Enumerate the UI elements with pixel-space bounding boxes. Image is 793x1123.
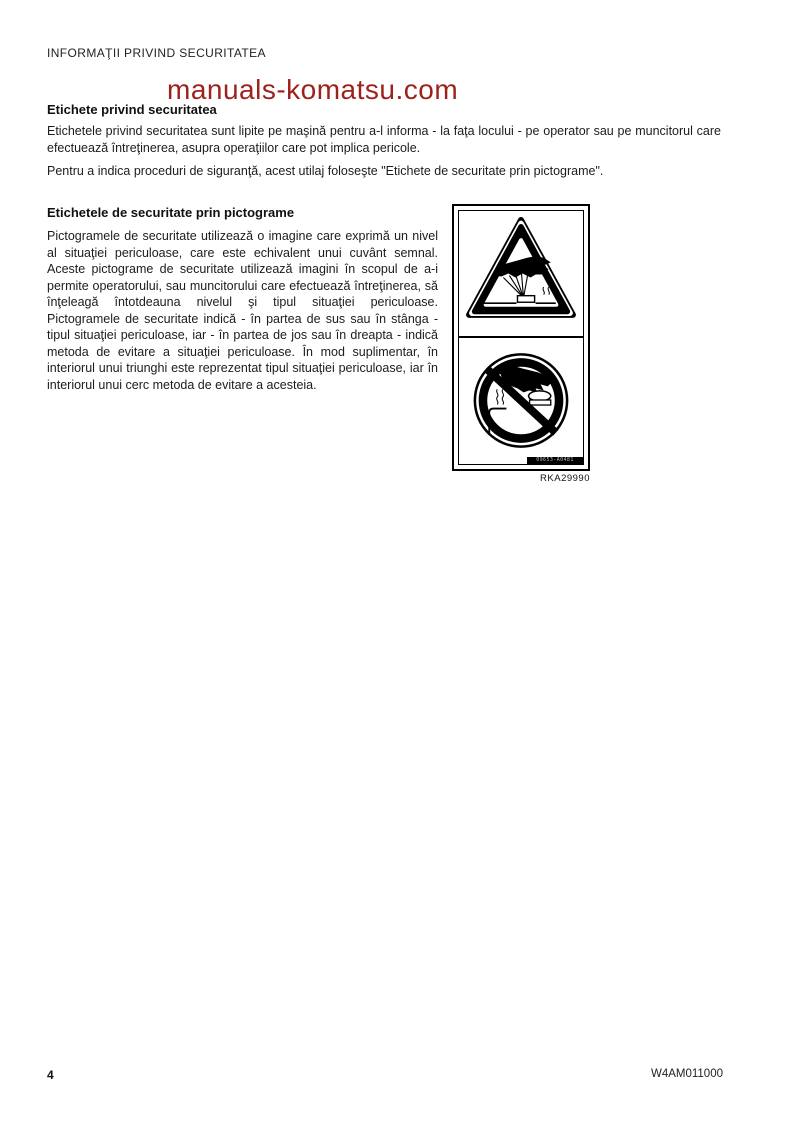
- hazard-panel: [459, 211, 583, 338]
- page-header: INFORMAŢII PRIVIND SECURITATEA: [47, 46, 266, 60]
- pictogram-label-frame: [458, 210, 584, 465]
- page-number: 4: [47, 1068, 54, 1082]
- watermark: manuals-komatsu.com: [167, 74, 459, 105]
- document-code: W4AM011000: [650, 1068, 723, 1080]
- label-part-number: 09653-A0481: [527, 457, 583, 464]
- section1-paragraph-2: Pentru a indica proceduri de siguranţă, acest utilaj foloseşte "Etichete de securitate prin pictograme".: [47, 164, 604, 178]
- warning-triangle-icon: [459, 211, 583, 336]
- section1-paragraph-1: Etichetele privind securitatea sunt lipite pe maşină pentru a-l informa - la faţa locului - pe operator sau pe muncitorul care efectuează întreţinerea, asupra operaţiilor care pot implica pericole.: [47, 124, 721, 155]
- avoidance-panel: [459, 338, 583, 465]
- section2-heading: Etichetele de securitate prin pictograme: [47, 205, 295, 220]
- section2-body: Pictogramele de securitate utilizează o imagine care exprimă un nivel al situaţiei periculoase, care este echivalent unui cuvânt semnal. Aceste pictograme de securitate utilizează imagini în scopul de a-i permite operatorului, sau muncitorului care efectuează întreţinerea, să înţeleagă întotdeauna nivelul şi tipul situaţiei periculoase. Pictogramele de securitate indică - în partea de sus sau în stânga - tipul situaţiei periculoase, iar - în partea de jos sau în dreapta - indică metoda de evitare a situaţiei periculoase. În mod suplimentar, în interiorul unui triunghi este reprezentat tipul situaţiei periculoase, iar în interiorul unui cerc metoda de evitare a acesteia.: [47, 229, 438, 392]
- section1-heading: Etichete privind securitatea: [47, 102, 217, 117]
- prohibition-circle-icon: [459, 338, 583, 465]
- figure-caption: RKA29990: [540, 473, 590, 484]
- pictogram-figure: [452, 204, 590, 471]
